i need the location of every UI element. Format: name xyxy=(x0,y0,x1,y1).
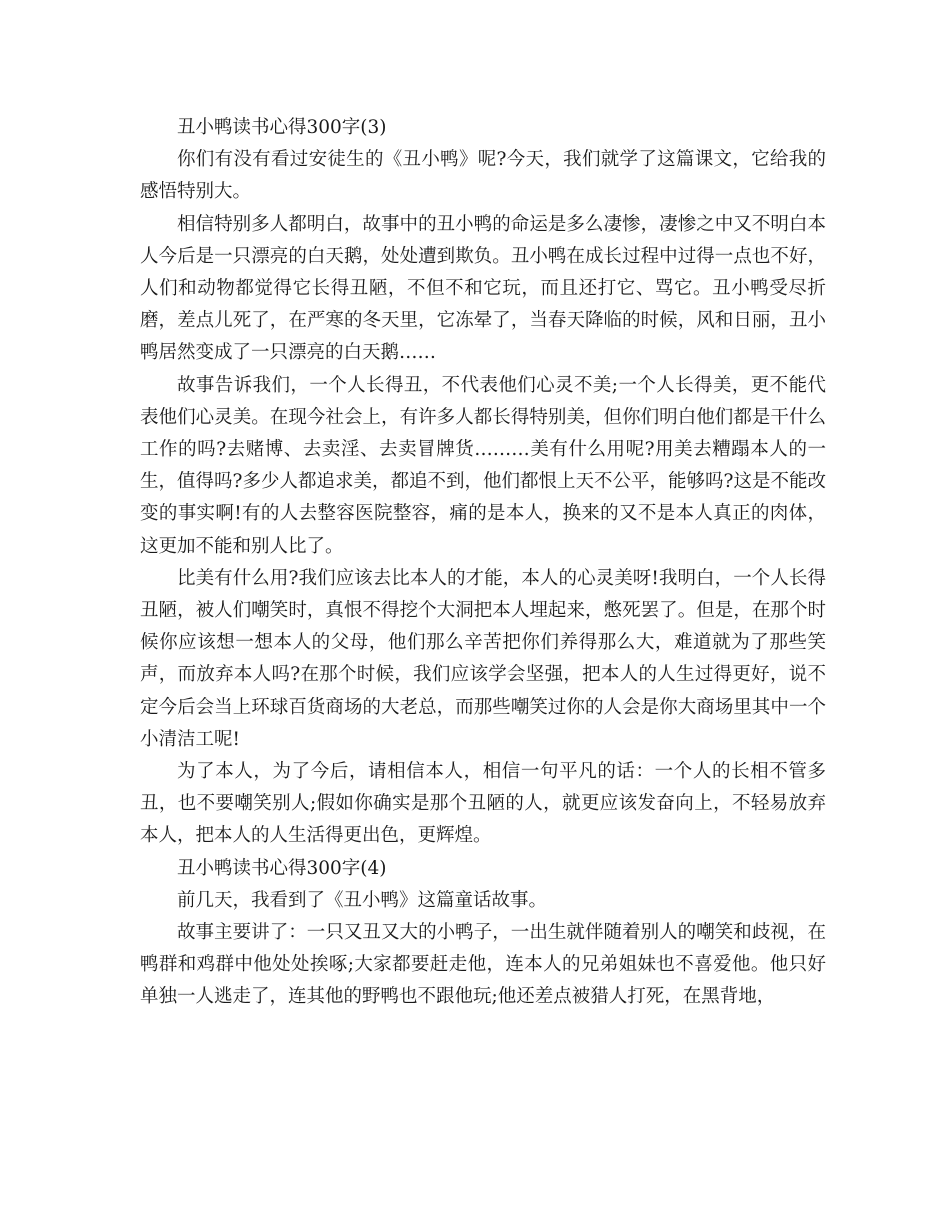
paragraph: 故事主要讲了：一只又丑又大的小鸭子，一出生就伴随着别人的嘲笑和歧视，在鸭群和鸡群中他处处挨啄;大家都要赶走他，连本人的兄弟姐妹也不喜爱他。他只好单独一人逃走了，连其他的野鸭也不跟他玩;他还差点被猎人打死，在黑背地， xyxy=(140,922,826,1008)
paragraph: 你们有没有看过安徒生的《丑小鸭》呢?今天，我们就学了这篇课文，它给我的感悟特别大。 xyxy=(140,149,826,203)
document-body xyxy=(140,112,826,1014)
section-heading-4: 丑小鸭读书心得300字(4) xyxy=(177,857,387,879)
section-heading-3: 丑小鸭读书心得300字(3) xyxy=(177,117,387,138)
paragraph: 前几天，我看到了《丑小鸭》这篇童话故事。 xyxy=(177,889,548,911)
paragraph: 相信特别多人都明白，故事中的丑小鸭的命运是多么凄惨，凄惨之中又不明白本人今后是一只漂亮的白天鹅，处处遭到欺负。丑小鸭在成长过程中过得一点也不好，人们和动物都觉得它长得丑陋，不但不和它玩，而且还打它、骂它。丑小鸭受尽折磨，差点儿死了，在严寒的冬天里，它冻晕了，当春天降临的时候，风和日丽，丑小鸭居然变成了一只漂亮的白天鹅…… xyxy=(140,213,826,364)
paragraph: 故事告诉我们，一个人长得丑，不代表他们心灵不美;一个人长得美，更不能代表他们心灵美。在现今社会上，有许多人都长得特别美，但你们明白他们都是干什么工作的吗?去赌博、去卖淫、去卖冒牌货………美有什么用呢?用美去糟蹋本人的一生，值得吗?多少人都追求美，都追不到，他们都恨上天不公平，能够吗?这是不能改变的事实啊!有的人去整容医院整容，痛的是本人，换来的又不是本人真正的肉体，这更加不能和别人比了。 xyxy=(140,374,826,557)
paragraph: 比美有什么用?我们应该去比本人的才能，本人的心灵美呀!我明白，一个人长得丑陋，被人们嘲笑时，真恨不得挖个大洞把本人埋起来，憋死罢了。但是，在那个时候你应该想一想本人的父母，他们那么辛苦把你们养得那么大，难道就为了那些笑声，而放弃本人吗?在那个时候，我们应该学会坚强，把本人的人生过得更好，说不定今后会当上环球百货商场的大老总，而那些嘲笑过你的人会是你大商场里其中一个小清洁工呢! xyxy=(140,567,826,750)
paragraph: 为了本人，为了今后，请相信本人，相信一句平凡的话：一个人的长相不管多丑，也不要嘲笑别人;假如你确实是那个丑陋的人，就更应该发奋向上，不轻易放弃本人，把本人的人生活得更出色，更辉煌。 xyxy=(140,761,826,847)
